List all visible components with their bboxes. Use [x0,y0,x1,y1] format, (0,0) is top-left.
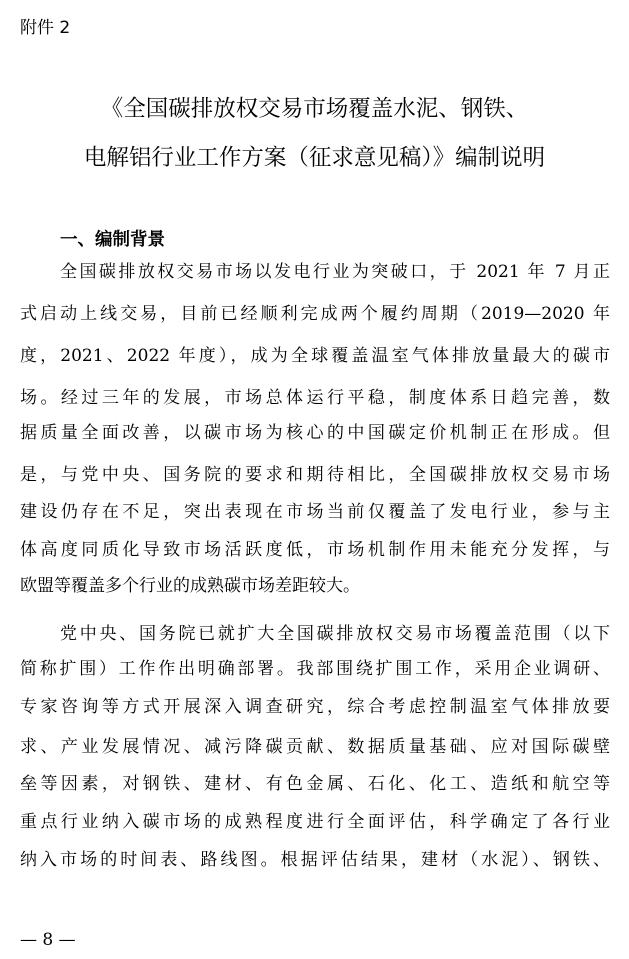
document-title-line-1: 《全国碳排放权交易市场覆盖水泥、钢铁、 [100,96,529,122]
paragraph-line: 专家咨询等方式开展深入调查研究，综合考虑控制温室气体排放要 [20,697,610,717]
document-title-line-2: 电解铝行业工作方案（征求意见稿）》编制说明 [83,145,546,171]
attachment-label: 附件 2 [20,18,71,38]
paragraph-line: 求、产业发展情况、减污降碳贡献、数据质量基础、应对国际碳壁 [20,737,610,757]
paragraph-line: 党中央、国务院已就扩大全国碳排放权交易市场覆盖范围（以下 [60,624,610,644]
paragraph-line: 场。经过三年的发展，市场总体运行平稳，制度体系日趋完善，数 [20,388,610,408]
paragraph-line: 全国碳排放权交易市场以发电行业为突破口，于 2021 年 7 月正 [60,262,610,282]
paragraph-line: 纳入市场的时间表、路线图。根据评估结果，建材（水泥）、钢铁、 [20,850,610,870]
paragraph-line: 体高度同质化导致市场活跃度低，市场机制作用未能充分发挥，与 [20,540,610,560]
page-number: — 8 — [20,930,76,950]
paragraph-line: 建设仍存在不足，突出表现在市场当前仅覆盖了发电行业，参与主 [20,502,610,522]
paragraph-line: 是，与党中央、国务院的要求和期待相比，全国碳排放权交易市场 [20,465,610,485]
paragraph-line: 垒等因素，对钢铁、建材、有色金属、石化、化工、造纸和航空等 [20,774,610,794]
paragraph-line: 欧盟等覆盖多个行业的成熟碳市场差距较大。 [20,576,360,596]
section-heading: 一、编制背景 [60,230,165,250]
paragraph-line: 据质量全面改善，以碳市场为核心的中国碳定价机制正在形成。但 [20,423,610,443]
paragraph-line: 度，2021、2022 年度），成为全球覆盖温室气体排放量最大的碳市 [20,346,610,366]
paragraph-line: 重点行业纳入碳市场的成熟程度进行全面评估，科学确定了各行业 [20,812,610,832]
paragraph-line: 式启动上线交易，目前已经顺利完成两个履约周期（2019—2020 年 [20,304,610,324]
paragraph-line: 简称扩围）工作作出明确部署。我部围绕扩围工作，采用企业调研、 [20,659,610,679]
